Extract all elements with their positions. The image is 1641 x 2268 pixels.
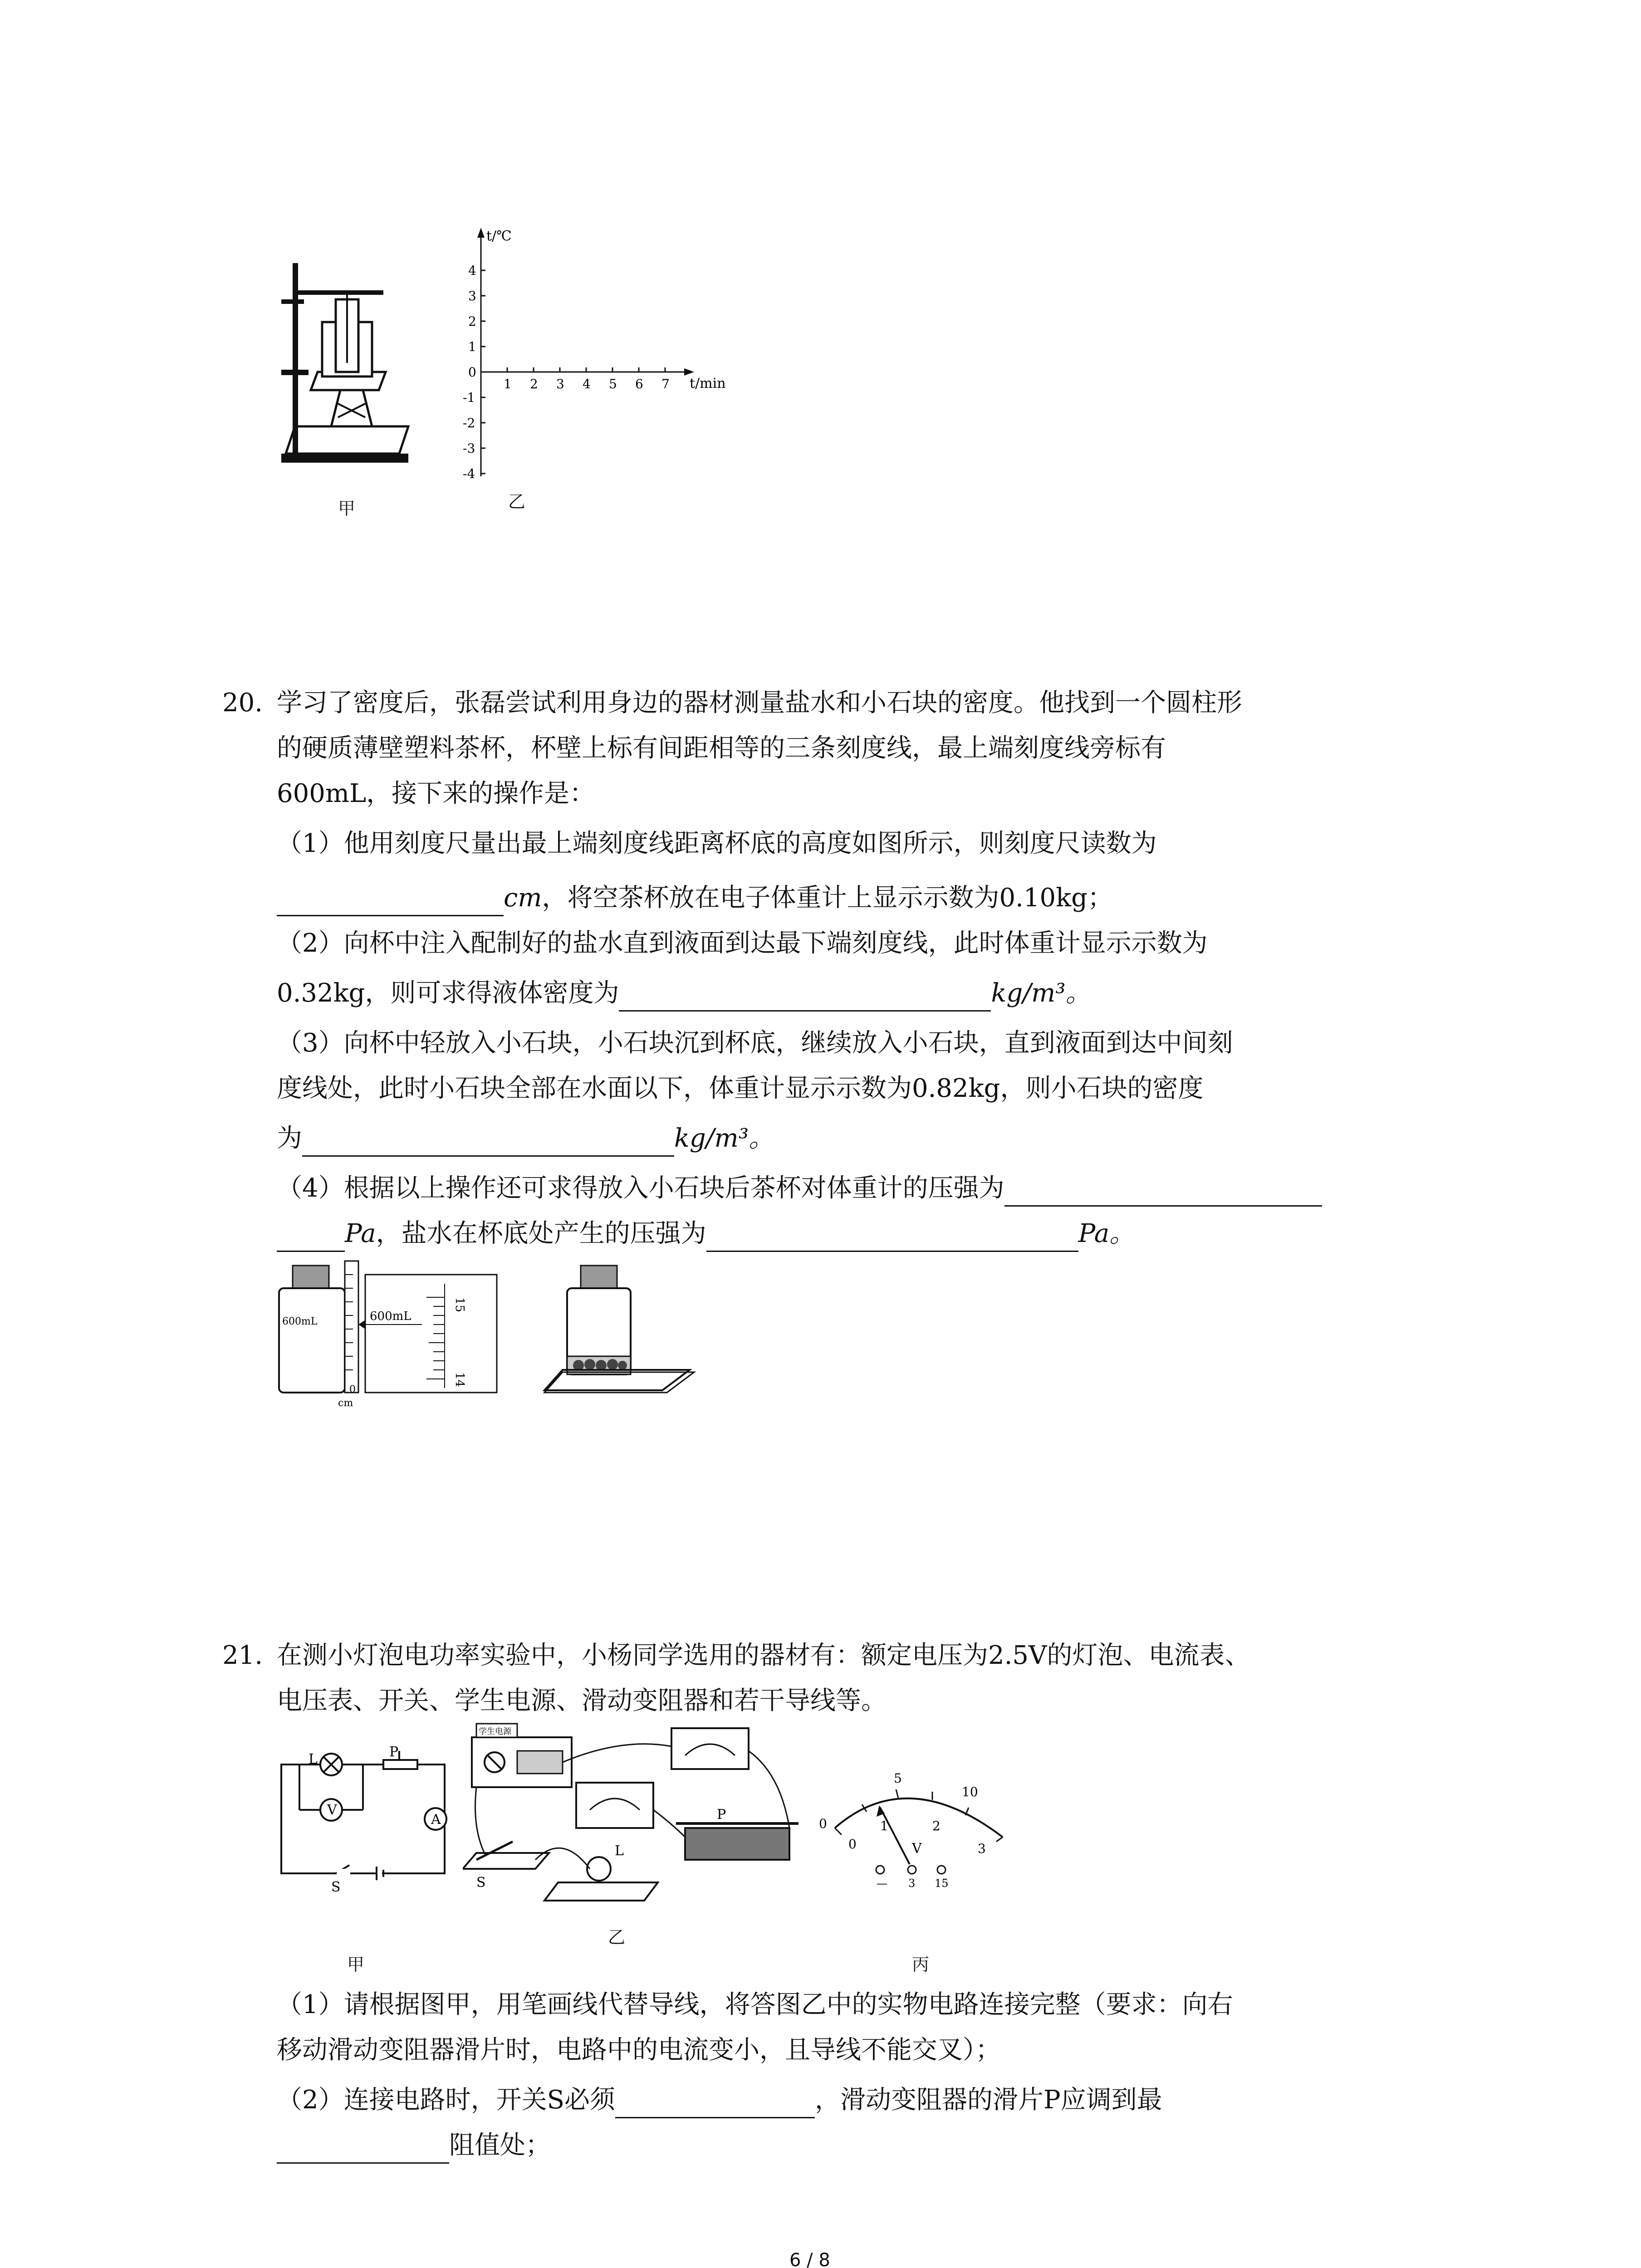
cup-marking: 600mL — [282, 1316, 318, 1327]
q20-part2-line-b: 0.32kg，则可求得液体密度为 kg/m³。 — [277, 975, 1091, 1012]
y-tick-label: -1 — [463, 390, 475, 405]
ruler-unit: cm — [338, 1398, 353, 1409]
svg-text:5: 5 — [894, 1771, 902, 1786]
svg-text:10: 10 — [962, 1784, 978, 1799]
svg-text:L: L — [309, 1751, 318, 1767]
q20-stem-line-2: 的硬质薄壁塑料茶杯，杯壁上标有间距相等的三条刻度线，最上端刻度线旁标有 — [277, 733, 1166, 763]
q20-part2-line-a: （2）向杯中注入配制好的盐水直到液面到达最下端刻度线，此时体重计显示示数为 — [277, 929, 1208, 958]
answer-blank-bottom-pressure[interactable] — [706, 1223, 1078, 1252]
answer-blank-liquid-density[interactable] — [619, 983, 991, 1012]
answer-blank-stone-density[interactable] — [302, 1128, 674, 1157]
svg-text:P: P — [389, 1746, 399, 1760]
q21-stem-line-2: 电压表、开关、学生电源、滑动变阻器和若干导线等。 — [277, 1686, 887, 1716]
q20-part1-line-b: cm，将空茶杯放在电子体重计上显示示数为0.10kg； — [277, 880, 1113, 916]
svg-text:S: S — [331, 1879, 341, 1895]
y-tick-label: 0 — [468, 365, 476, 380]
answer-blank-ruler-reading[interactable] — [277, 888, 504, 916]
q20-stem-line-3: 600mL，接下来的操作是： — [277, 779, 595, 808]
answer-blank-rheostat-position[interactable] — [277, 2135, 449, 2164]
q20-part4-line-b: Pa，盐水在杯底处产生的压强为 Pa。 — [277, 1216, 1135, 1252]
q21-part2-line-a: （2）连接电路时，开关S必须 ，滑动变阻器的滑片P应调到最 — [277, 2082, 1162, 2118]
svg-text:V: V — [327, 1802, 337, 1818]
figure-21-physical-circuit — [463, 1719, 817, 1910]
figure-21-label-bing: 丙 — [912, 1955, 930, 1975]
q21-part2-line-b: 阻值处； — [277, 2127, 551, 2164]
figure-21-voltmeter-dial — [817, 1751, 1025, 1901]
ruler-zero: 0 — [349, 1384, 356, 1395]
q20-part1-line-a: （1）他用刻度尺量出最上端刻度线距离杯底的高度如图所示，则刻度尺读数为 — [277, 829, 1157, 858]
svg-text:0: 0 — [848, 1837, 857, 1852]
x-tick-label: 4 — [583, 376, 591, 391]
svg-text:3: 3 — [978, 1841, 986, 1856]
power-source-label: 学生电源 — [479, 1727, 511, 1736]
y-tick-label: 2 — [468, 314, 476, 329]
y-tick-label: 3 — [468, 288, 476, 303]
figure-19-label-yi: 乙 — [508, 492, 526, 512]
svg-text:3: 3 — [908, 1877, 916, 1890]
q21-part1-line-a: （1）请根据图甲，用笔画线代替导线，将答图乙中的实物电路连接完整（要求：向右 — [277, 1990, 1233, 2019]
answer-blank-cup-pressure-continued[interactable] — [277, 1223, 345, 1252]
q21-part1-line-b: 移动滑动变阻器滑片时，电路中的电流变小，且导线不能交叉）； — [277, 2035, 1001, 2065]
svg-text:V: V — [912, 1841, 922, 1857]
figure-19-temperature-graph — [454, 222, 744, 494]
svg-text:A: A — [431, 1812, 441, 1828]
figure-19-apparatus — [272, 254, 422, 481]
answer-blank-cup-pressure[interactable] — [1004, 1178, 1322, 1207]
answer-blank-switch-state[interactable] — [615, 2090, 815, 2118]
svg-text:0: 0 — [819, 1816, 827, 1831]
svg-text:L: L — [615, 1843, 624, 1859]
y-ticks — [463, 263, 485, 481]
svg-text:S: S — [476, 1875, 486, 1891]
question-21-number: 21. — [222, 1641, 263, 1670]
figure-20-cup-and-ruler — [272, 1256, 726, 1424]
y-axis-label: t/℃ — [486, 228, 512, 244]
zoom-ruler-14: 14 — [453, 1372, 466, 1388]
svg-text:15: 15 — [935, 1877, 949, 1890]
x-tick-label: 3 — [556, 376, 564, 391]
x-tick-label: 1 — [504, 376, 512, 391]
svg-text:2: 2 — [932, 1818, 941, 1833]
q20-part3-line-b: 度线处，此时小石块全部在水面以下，体重计显示示数为0.82kg，则小石块的密度 — [277, 1074, 1204, 1103]
x-ticks — [504, 367, 670, 391]
figure-21-circuit-diagram — [272, 1746, 463, 1896]
q20-part4-line-a: （4）根据以上操作还可求得放入小石块后茶杯对体重计的压强为 — [277, 1170, 1322, 1207]
y-tick-label: 4 — [468, 263, 476, 278]
q20-part3-line-a: （3）向杯中轻放入小石块，小石块沉到杯底，继续放入小石块，直到液面到达中间刻 — [277, 1028, 1233, 1058]
y-tick-label: -4 — [463, 466, 475, 481]
page-number: 6 / 8 — [789, 2250, 830, 2268]
figure-21-label-yi: 乙 — [608, 1927, 626, 1947]
y-tick-label: -2 — [463, 415, 475, 430]
q20-stem-line-1: 学习了密度后，张磊尝试利用身边的器材测量盐水和小石块的密度。他找到一个圆柱形 — [277, 688, 1242, 718]
x-tick-label: 5 — [609, 376, 617, 391]
svg-text:1: 1 — [880, 1818, 888, 1833]
x-axis-label: t/min — [690, 376, 726, 391]
x-tick-label: 2 — [530, 376, 538, 391]
question-20-number: 20. — [222, 688, 263, 718]
svg-text:—: — — [877, 1877, 887, 1890]
figure-21-label-jia: 甲 — [347, 1955, 365, 1975]
q21-stem-line-1: 在测小灯泡电功率实验中，小杨同学选用的器材有：额定电压为2.5V的灯泡、电流表、 — [277, 1641, 1250, 1670]
q20-part3-line-c: 为 kg/m³。 — [277, 1120, 774, 1157]
svg-text:P: P — [717, 1807, 726, 1823]
zoom-cup-marking: 600mL — [370, 1310, 411, 1323]
x-tick-label: 6 — [635, 376, 643, 391]
y-tick-label: 1 — [468, 339, 476, 354]
y-tick-label: -3 — [463, 441, 475, 456]
x-tick-label: 7 — [661, 376, 670, 391]
figure-19-label-jia: 甲 — [338, 499, 356, 518]
zoom-ruler-15: 15 — [453, 1297, 466, 1313]
